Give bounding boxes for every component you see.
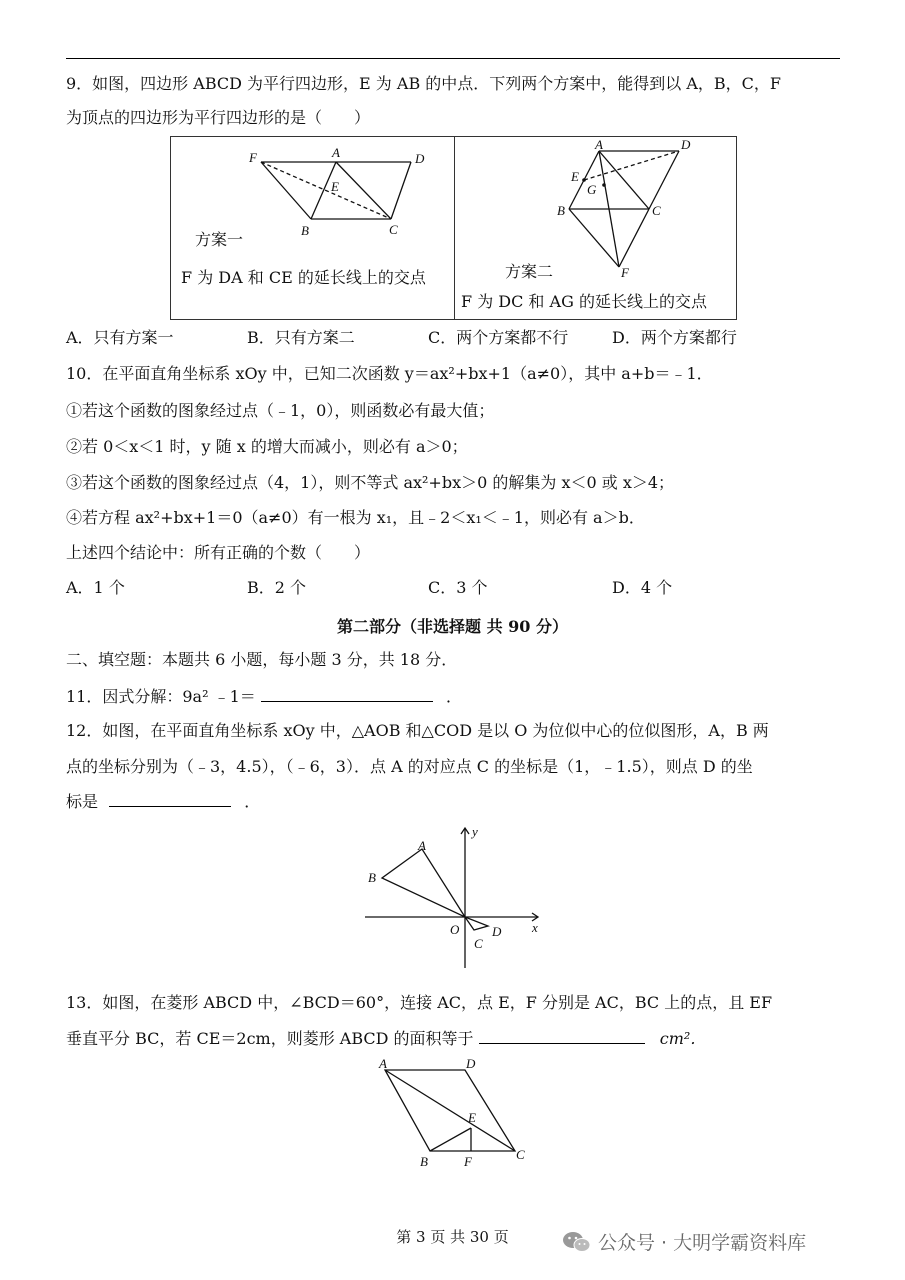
q9-s2-label-E: E: [571, 169, 579, 184]
q9-option-d: D．两个方案都行: [612, 328, 737, 347]
q11-answer-blank[interactable]: [261, 687, 433, 702]
q9-scheme1-title: 方案一: [195, 230, 244, 249]
q13-answer-blank[interactable]: [479, 1029, 645, 1044]
q10-option-a: A．1 个: [66, 578, 125, 597]
watermark: [562, 1228, 806, 1255]
q9-scheme2-diagram: [551, 139, 701, 279]
q9-s2-label-D: D: [681, 139, 691, 152]
q11-end: ．: [445, 687, 462, 706]
q9-s1-label-D: D: [415, 151, 425, 166]
fill-section-heading: 二、填空题：本题共 6 小题，每小题 3 分，共 18 分．: [66, 650, 458, 669]
q13-unit: cm²．: [659, 1029, 707, 1048]
q12-diagram: [360, 822, 550, 972]
q10-statement-2: ②若 0＜x＜1 时，y 随 x 的增大而减小，则必有 a＞0；: [66, 437, 468, 456]
q12-end: ．: [244, 792, 261, 811]
q9-s1-label-C: C: [389, 222, 398, 237]
q10-ask: 上述四个结论中：所有正确的个数（ ）: [66, 543, 371, 562]
q13-label-D: D: [466, 1056, 476, 1071]
q11-text: 11．因式分解：9a² ﹣1＝: [66, 687, 256, 706]
watermark-text: 公众号 · 大明学霸资料库: [598, 1232, 807, 1254]
q9-s2-label-F: F: [621, 265, 629, 279]
q13-label-C: C: [516, 1147, 525, 1162]
q12-label-y: y: [472, 824, 478, 839]
q9-scheme1-desc: F 为 DA 和 CE 的延长线上的交点: [181, 268, 426, 287]
q10-statement-4: ④若方程 ax²+bx+1＝0（a≠0）有一根为 x₁，且﹣2＜x₁＜﹣1，则必有 a＞b．: [66, 508, 645, 527]
q9-s1-label-A: A: [332, 147, 340, 160]
q10-statement-3: ③若这个函数的图象经过点（4，1），则不等式 ax²+bx＞0 的解集为 x＜0 或 x＞4；: [66, 473, 675, 492]
q13-label-B: B: [420, 1154, 428, 1169]
q9-option-a: A．只有方案一: [66, 328, 174, 347]
wechat-icon: [562, 1230, 592, 1254]
q12-label-x: x: [532, 920, 538, 935]
q13-line2: [66, 1029, 706, 1049]
q13-line2-text: 垂直平分 BC，若 CE＝2cm，则菱形 ABCD 的面积等于: [66, 1029, 474, 1048]
q13-diagram: [370, 1056, 530, 1174]
q9-scheme2-title: 方案二: [505, 262, 554, 281]
q10-option-d: D．4 个: [612, 578, 673, 597]
q9-s1-label-B: B: [301, 223, 309, 238]
q13-label-F: F: [464, 1154, 472, 1169]
q12-answer-blank[interactable]: [109, 792, 231, 807]
q10-option-c: C．3 个: [428, 578, 488, 597]
q12-label-A: A: [418, 838, 426, 853]
q10-statement-1: ①若这个函数的图象经过点（﹣1，0），则函数必有最大值；: [66, 401, 495, 420]
q13-line1: 13．如图，在菱形 ABCD 中，∠BCD＝60°，连接 AC，点 E，F 分别是 AC，BC 上的点，且 EF: [66, 993, 773, 1012]
q9-s2-label-C: C: [652, 203, 661, 218]
q9-option-b: B．只有方案二: [247, 328, 355, 347]
q9-s1-label-F: F: [249, 150, 257, 165]
q9-scheme1-diagram: [241, 147, 441, 242]
q9-s1-label-E: E: [331, 179, 339, 194]
q12-line2: 点的坐标分别为（﹣3，4.5），（﹣6，3）．点 A 的对应点 C 的坐标是（1，﹣1.5），则点 D 的坐: [66, 757, 753, 776]
page-footer: 第 3 页 共 30 页: [396, 1228, 509, 1246]
q12-label-C: C: [474, 936, 483, 951]
q9-stem-line2: 为顶点的四边形为平行四边形的是（ ）: [66, 108, 371, 127]
q9-s2-label-A: A: [595, 139, 603, 152]
header-rule: [66, 58, 840, 59]
q12-line3: [66, 792, 260, 812]
part2-title: 第二部分（非选择题 共 90 分）: [337, 617, 568, 636]
q9-s2-label-G: G: [587, 182, 597, 197]
q9-stem-line1: 9．如图，四边形 ABCD 为平行四边形，E 为 AB 的中点．下列两个方案中，能得到以 A，B，C，F: [66, 74, 782, 93]
q11-line: [66, 687, 462, 707]
q10-option-b: B．2 个: [247, 578, 307, 597]
q12-label-D: D: [492, 924, 502, 939]
q9-figure-box: [170, 136, 737, 320]
q9-s2-label-B: B: [557, 203, 565, 218]
q12-line1: 12．如图，在平面直角坐标系 xOy 中，△AOB 和△COD 是以 O 为位似中心的位似图形，A，B 两: [66, 721, 769, 740]
q12-label-B: B: [368, 870, 376, 885]
q9-scheme2-desc: F 为 DC 和 AG 的延长线上的交点: [461, 292, 707, 311]
q13-label-E: E: [468, 1110, 476, 1125]
q12-line3-text: 标是: [66, 792, 99, 811]
q12-label-O: O: [450, 922, 460, 937]
q9-option-c: C．两个方案都不行: [428, 328, 569, 347]
q10-stem: 10．在平面直角坐标系 xOy 中，已知二次函数 y＝ax²+bx+1（a≠0），其中 a+b＝﹣1．: [66, 364, 713, 383]
q9-figure-divider: [454, 137, 455, 319]
q13-label-A: A: [379, 1056, 387, 1071]
